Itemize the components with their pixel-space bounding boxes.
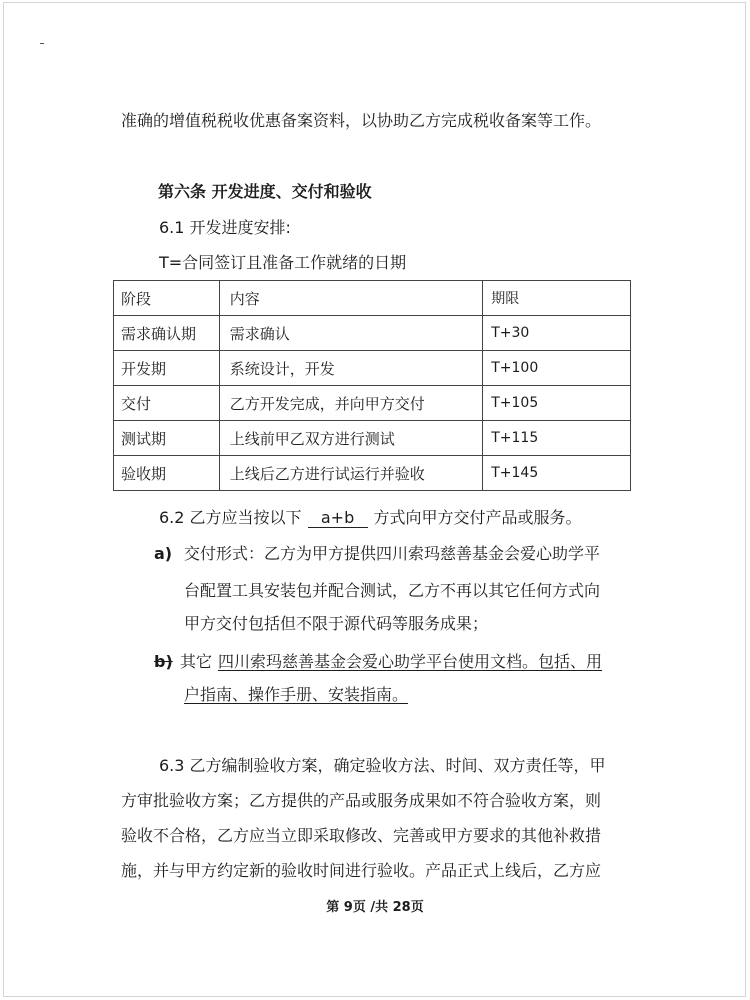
- table-cell: T+30: [483, 316, 631, 351]
- item-a-line2: 台配置工具安装包并配合测试，乙方不再以其它任何方式向: [184, 581, 601, 600]
- item-b-label: b): [154, 652, 173, 671]
- header-cell: 内容: [219, 281, 482, 316]
- table-cell: T+100: [483, 351, 631, 386]
- item-b: [154, 651, 602, 673]
- item-a-line3: 甲方交付包括但不限于源代码等服务成果；: [184, 614, 489, 633]
- table-cell: 需求确认: [219, 316, 482, 351]
- item-a: [154, 543, 600, 565]
- section-6-3-line4: 施，并与甲方约定新的验收时间进行验收。产品正式上线后，乙方应: [121, 861, 602, 880]
- section-6-1-definition: T=合同签订且准备工作就绪的日期: [159, 253, 407, 272]
- item-a-label: a): [154, 544, 173, 563]
- page-footer: 第 9页 /共 28页: [326, 900, 424, 915]
- table-row: [114, 351, 631, 386]
- table-cell: T+115: [483, 421, 631, 456]
- item-a-line1: 交付形式：乙方为甲方提供四川索玛慈善基金会爱心助学平: [184, 544, 601, 563]
- table-row: [114, 316, 631, 351]
- table-cell: 开发期: [114, 351, 220, 386]
- section-6-2-suffix: 方式向甲方交付产品或服务。: [373, 508, 582, 527]
- section-6-2: [159, 507, 582, 529]
- continuation-text: 准确的增值税税收优惠备案资料，以协助乙方完成税收备案等工作。: [121, 111, 602, 130]
- item-b-line1: 四川索玛慈善基金会爱心助学平台使用文档。包括、用: [218, 652, 603, 671]
- header-cell: 阶段: [114, 281, 220, 316]
- section-6-3-line1: 6.3 乙方编制验收方案，确定验收方法、时间、双方责任等，甲: [159, 756, 606, 775]
- table-cell: 测试期: [114, 421, 220, 456]
- article-title: 第六条 开发进度、交付和验收: [158, 182, 372, 201]
- section-6-1-heading: 6.1 开发进度安排:: [159, 218, 291, 237]
- section-6-3-line3: 验收不合格，乙方应当立即采取修改、完善或甲方要求的其他补救措: [121, 826, 602, 845]
- table-cell: 系统设计，开发: [219, 351, 482, 386]
- table-cell: 验收期: [114, 456, 220, 491]
- table-row: [114, 456, 631, 491]
- section-6-3-line2: 方审批验收方案；乙方提供的产品或服务成果如不符合验收方案，则: [121, 791, 602, 810]
- table-cell: T+145: [483, 456, 631, 491]
- delivery-method-blank: a+b: [308, 509, 368, 528]
- table-cell: 需求确认期: [114, 316, 220, 351]
- table-row: [114, 386, 631, 421]
- section-6-2-prefix: 6.2 乙方应当按以下: [159, 508, 302, 527]
- table-cell: 交付: [114, 386, 220, 421]
- header-cell: 期限: [483, 281, 631, 316]
- table-cell: 上线后乙方进行试运行并验收: [219, 456, 482, 491]
- table-header-row: [114, 281, 631, 316]
- schedule-table: [113, 280, 631, 491]
- table-row: [114, 421, 631, 456]
- document-page: [3, 2, 746, 997]
- item-b-prefix: 其它: [180, 652, 213, 671]
- scan-mark: [40, 43, 44, 44]
- table-cell: 乙方开发完成，并向甲方交付: [219, 386, 482, 421]
- table-cell: T+105: [483, 386, 631, 421]
- table-cell: 上线前甲乙双方进行测试: [219, 421, 482, 456]
- item-b-line2: 户指南、操作手册、安装指南。: [184, 685, 409, 704]
